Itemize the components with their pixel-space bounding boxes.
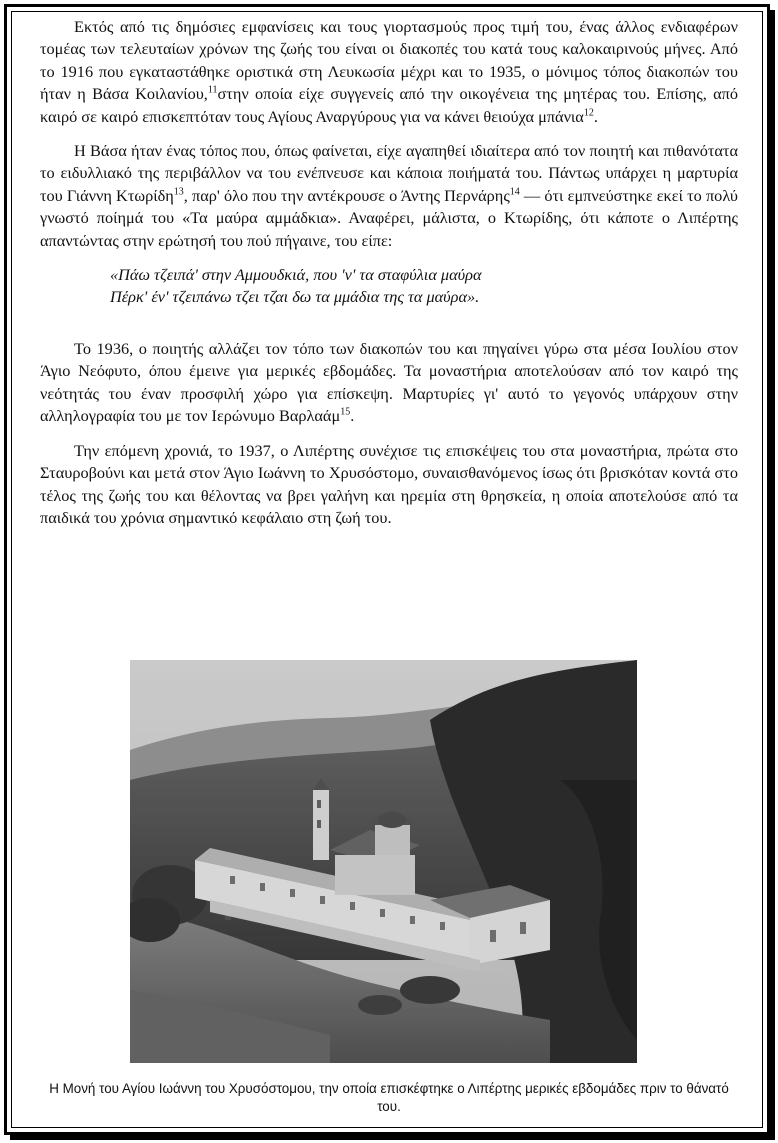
page-text: [40, 16, 738, 541]
monastery-photo: [130, 660, 637, 1063]
footnote-ref-11: 11: [207, 84, 218, 96]
paragraph-3: Το 1936, ο ποιητής αλλάζει τον τόπο των διακοπών του και πηγαίνει γύρω στα μέσα Ιουλίου στον Άγιο Νεόφυτο, όπου έμεινε για μερικές εβδομάδες. Τα μοναστήρια αποτελούσαν από τον καιρό της νεότητάς του έναν προσφιλή χώρο για επίσκεψη. Μαρτυρίες γι' αυτό το γεγονός υπάρχουν στην αλληλογραφία του με τον Ιερώνυμο Βαρλαάμ$^{15}$.: [40, 339, 738, 426]
footnote-ref-12: 12: [583, 107, 594, 119]
paragraph-4: Την επόμενη χρονιά, το 1937, ο Λιπέρτης συνέχισε τις επισκέψεις του στα μοναστήρια, πρώτα στο Σταυροβούνι και μετά στον Άγιο Ιωάννη το Χρυσόστομο, συναισθανόμενος ίσως ότι βρισκόταν κοντά στο τέλος της ζωής του και θέλοντας να βρει γαλήνη και ηρεμία στη θρησκεία, η οποία αποτελούσε από τα παιδικά του χρόνια σημαντικό κεφάλαιο στη ζωή του.: [40, 440, 738, 527]
frame-shadow-bottom: [10, 1135, 775, 1140]
verse-quote: [110, 264, 738, 308]
verse-line-1: «Πάω τζειπά' στην Αμμουδκιά, που 'ν' τα σταφύλια μαύρα: [110, 265, 482, 285]
verse-line-2: Πέρκ' έν' τζειπάνω τζει τζαι δω τα μμάδια της τα μαύρα».: [110, 287, 480, 307]
footnote-ref-14: 14: [509, 186, 520, 198]
frame-shadow-right: [770, 10, 775, 1138]
paragraph-1: Εκτός από τις δημόσιες εμφανίσεις και τους γιορτασμούς προς τιμή του, ένας άλλος ενδιαφέρων τομέας των τελευταίων χρόνων της ζωής του είναι οι διακοπές του κατά τους καλοκαιρινούς μήνες. Από το 1916 που εγκαταστάθηκε οριστικά στη Λευκωσία μέχρι και το 1935, ο μόνιμος τόπος διακοπών του ήταν η Βάσα Κοιλανίου,$^{11}$στην οποία είχε συγγενείς από την οικογένεια της μητέρας του. Επίσης, από καιρό σε καιρό επισκεπτόταν τους Αγίους Αναργύρους για να κάνει θειούχα μπάνια$^{12}$.: [40, 17, 738, 126]
paragraph-2: Η Βάσα ήταν ένας τόπος που, όπως φαίνεται, είχε αγαπηθεί ιδιαίτερα από τον ποιητή και πιθανότατα το ειδυλλιακό της περιβάλλον να του ενέπνευσε και κάποια ποιήματά του. Πάντως υπάρχει η μαρτυρία του Γιάννη Κτωρίδη$^{13}$, παρ' όλο που την αντέκρουσε ο Άντης Περνάρης$^{14}$ — ότι εμπνεύστηκε εκεί το πολύ γνωστό ποίημά του «Τα μαύρα αμμάδκια». Αναφέρει, μάλιστα, ο Κτωρίδης, ότι κάποτε ο Λιπέρτης απαντώντας στην ερώτησή του πού πήγαινε, του είπε:: [40, 141, 738, 250]
photo-caption: Η Μονή του Αγίου Ιωάννη του Χρυσόστομου, την οποία επισκέφτηκε ο Λιπέρτης μερικές εβδομάδες πριν το θάνατό του.: [49, 1081, 729, 1114]
footnote-ref-15: 15: [340, 406, 351, 418]
footnote-ref-13: 13: [173, 186, 184, 198]
